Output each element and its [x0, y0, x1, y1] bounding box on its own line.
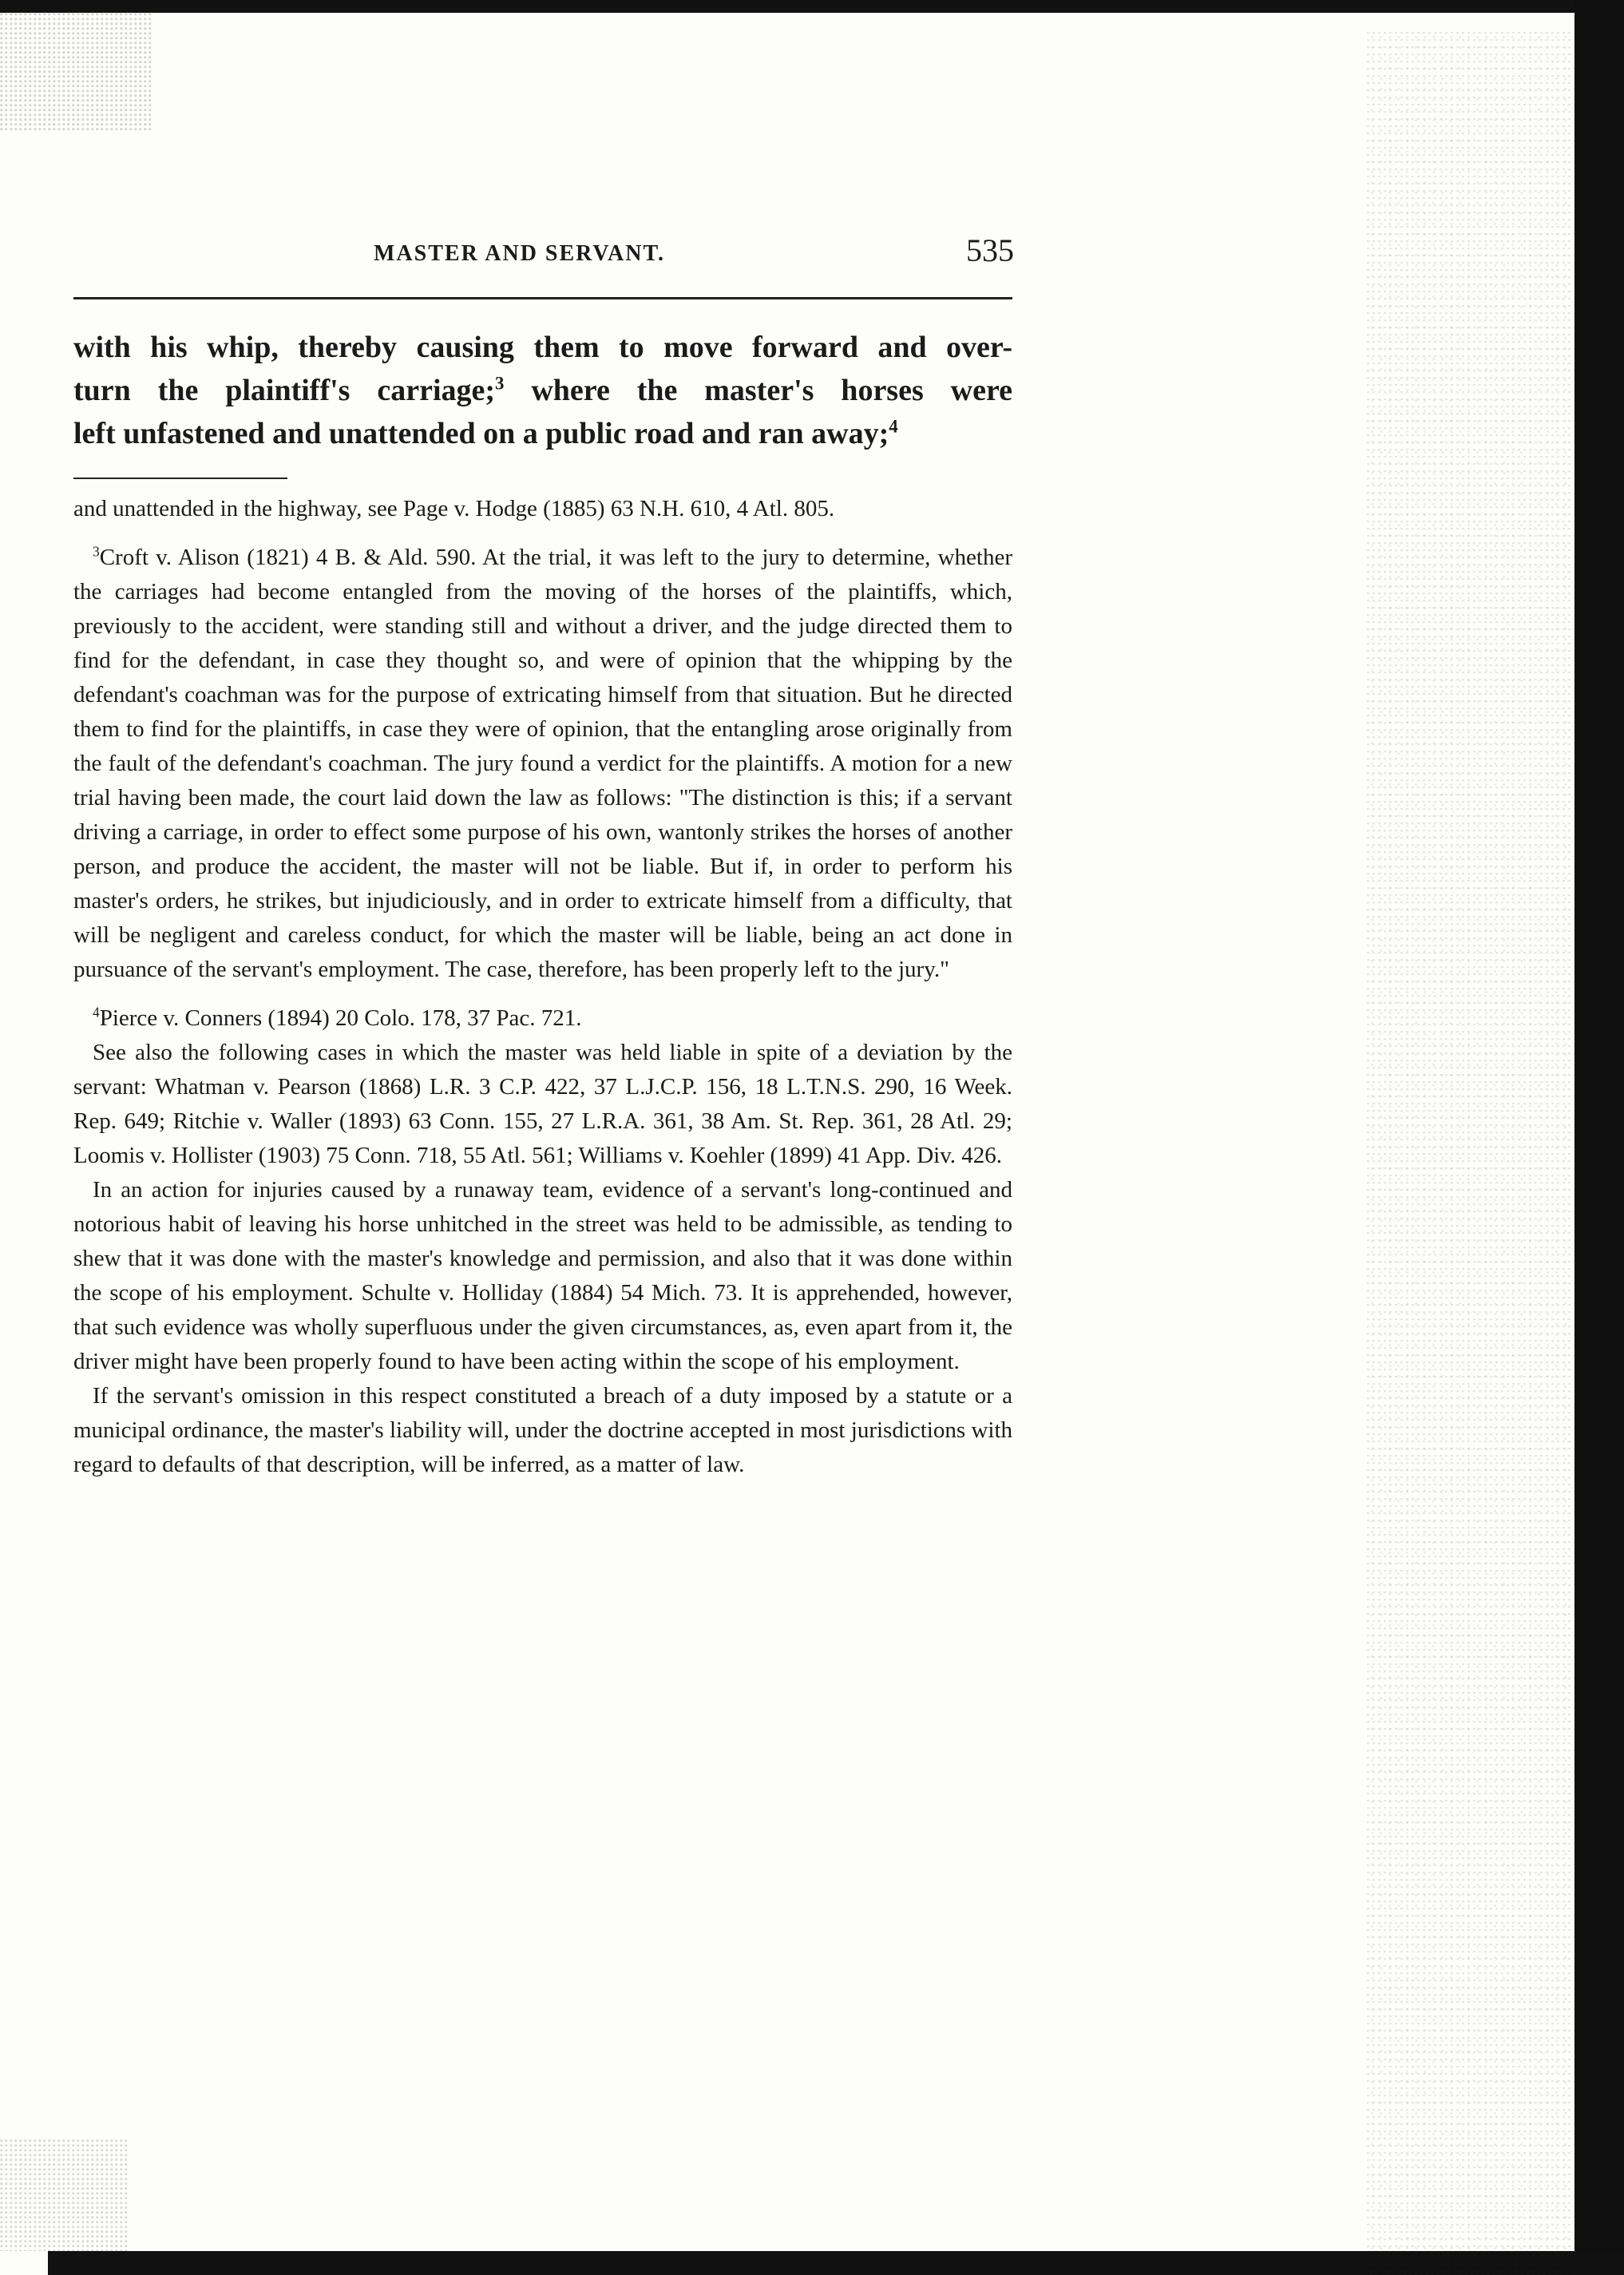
book-page	[73, 232, 1017, 1477]
footnote-paragraph: In an action for injuries caused by a runaway team, evidence of a servant's long-continued and notorious habit of leaving his horse unhitched in the street was held to be admissible, as tending to shew that it was done with the master's knowledge and permission, and also that it was done within the scope of his employment. Schulte v. Holliday (1884) 54 Mich. 73. It is apprehended, however, that such evidence was wholly superfluous under the given circumstances, as, even apart from it, the driver might have been properly found to have been acting within the scope of his employment.	[73, 1177, 1012, 1374]
footnote-3	[73, 541, 1012, 987]
text-line	[73, 412, 1012, 455]
footnote-marker: 3	[93, 543, 100, 560]
text-fragment: where the master's horses were	[531, 374, 1012, 407]
running-head	[73, 232, 1017, 279]
text-fragment: turn the plaintiff's carriage;	[73, 374, 496, 407]
header-rule	[73, 297, 1012, 299]
footnote-ref: 3	[495, 373, 505, 394]
text-line	[73, 369, 1012, 412]
page-number: 535	[966, 232, 1014, 268]
footnote-rule	[73, 478, 287, 479]
footnote-paragraph: See also the following cases in which the master was held liable in spite of a deviation by the servant: Whatman v. Pearson (1868) L.R. 3 C.P. 422, 37 L.J.C.P. 156, 18 L.T.N.S. 290, 16 Week. Rep. 649; Ritchie v. Waller (1893) 63 Conn. 155, 27 L.R.A. 361, 38 Am. St. Rep. 361, 28 Atl. 29; Loomis v. Hollister (1903) 75 Conn. 718, 55 Atl. 561; Williams v. Koehler (1899) 41 App. Div. 426.	[73, 1040, 1012, 1168]
scan-noise-corner	[0, 2139, 128, 2251]
scan-border-top	[0, 0, 1624, 13]
main-text	[73, 326, 1012, 455]
footnotes	[73, 492, 1012, 1496]
text-fragment: left unfastened and unattended on a public road and ran away;	[73, 417, 889, 450]
footnote-paragraph: If the servant's omission in this respect constituted a breach of a duty imposed by a statute or a municipal ordinance, the master's liability will, under the doctrine accepted in most jurisdictions with regard to defaults of that description, will be inferred, as a matter of law.	[73, 1383, 1012, 1477]
scan-noise-corner	[0, 13, 152, 133]
scan-border-right	[1574, 0, 1624, 2275]
footnote-continued: and unattended in the highway, see Page v. Hodge (1885) 63 N.H. 610, 4 Atl. 805.	[73, 496, 835, 521]
scan-noise-margin	[1367, 32, 1574, 2275]
footnote-text: Croft v. Alison (1821) 4 B. & Ald. 590. At the trial, it was left to the jury to determine, whether the carriages had become entangled from the moving of the horses of the plaintiffs, which, previously to the accident, were standing still and without a driver, and the judge directed them to find for the defendant, in case they thought so, and were of opinion that the whipping by the defendant's coachman was for the purpose of extricating himself from that situation. But he directed them to find for the plaintiffs, in case they were of opinion, that the entangling arose originally from the fault of the defendant's coachman. The jury found a verdict for the plaintiffs. A motion for a new trial having been made, the court laid down the law as follows: "The distinction is this; if a servant driving a carriage, in order to effect some purpose of his own, wantonly strikes the horses of another person, and produce the accident, the master will not be liable. But if, in order to perform his master's orders, he strikes, but injudiciously, and in order to extricate himself from a difficulty, that will be negligent and careless conduct, for which the master will be liable, being an act done in pursuance of the servant's employment. The case, therefore, has been properly left to the jury."	[73, 545, 1012, 982]
footnote-marker: 4	[93, 1004, 100, 1021]
footnote-ref: 4	[889, 416, 898, 437]
running-title: MASTER AND SERVANT.	[374, 241, 666, 266]
footnote-text: Pierce v. Conners (1894) 20 Colo. 178, 37 Pac. 721.	[99, 1005, 582, 1031]
footnote-4	[73, 1001, 1012, 1036]
text-line: with his whip, thereby causing them to move forward and over-	[73, 331, 1012, 364]
